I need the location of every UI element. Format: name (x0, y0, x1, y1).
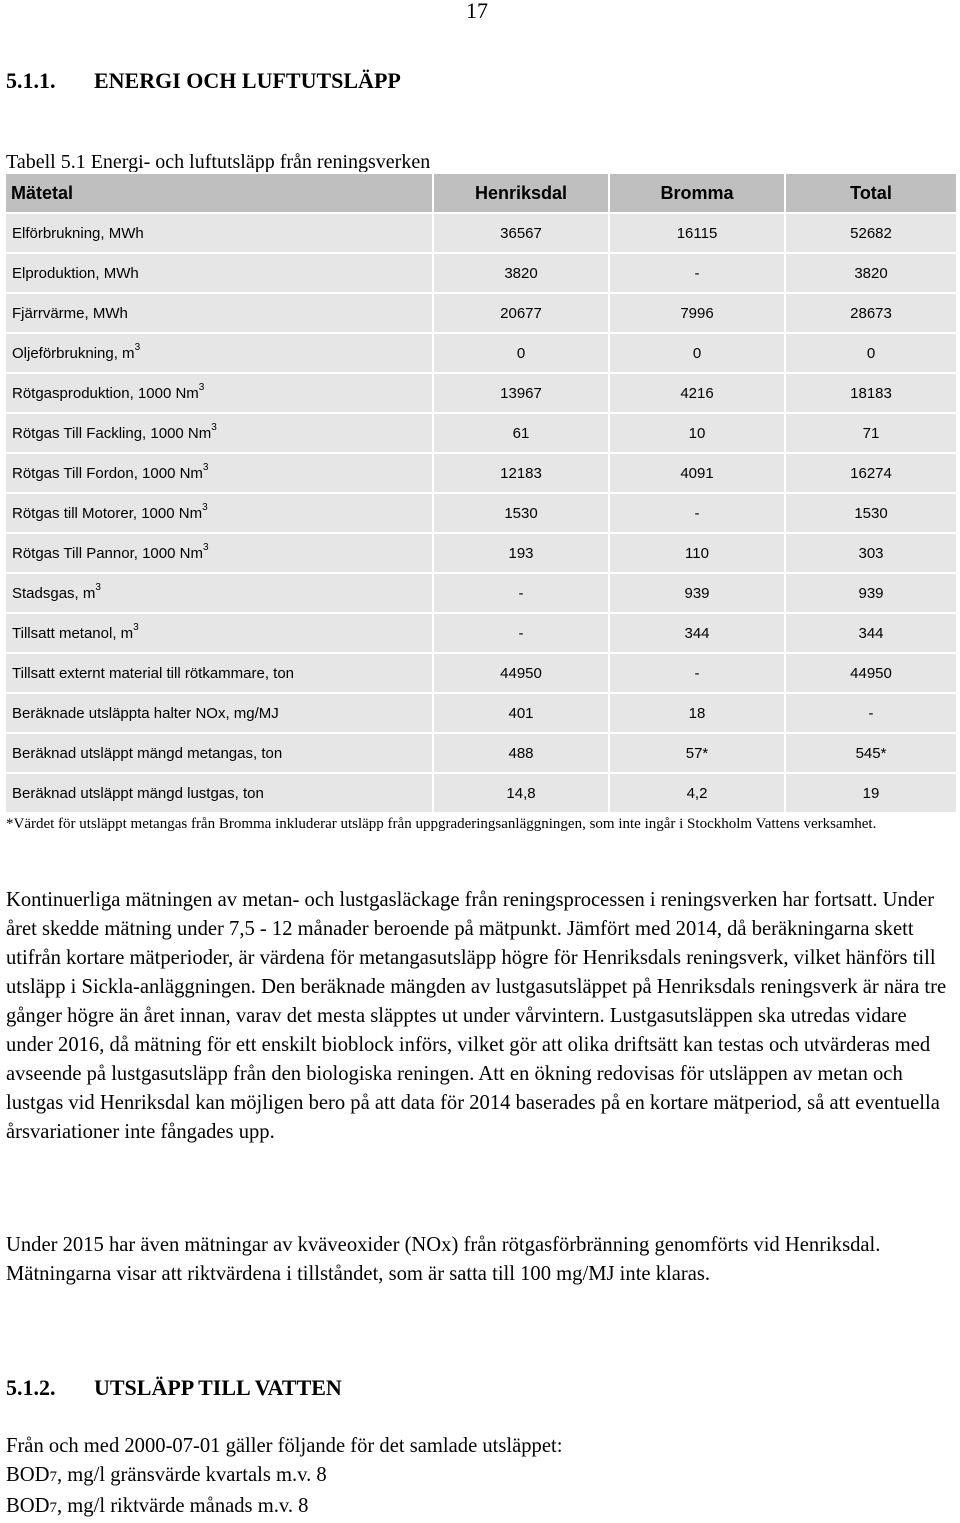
row-label-cell (5, 773, 433, 813)
row-label-cell (5, 373, 433, 413)
row-label: Fjärrvärme, MWh (12, 304, 128, 322)
section-title: UTSLÄPP TILL VATTEN (94, 1375, 342, 1400)
table-row (5, 773, 957, 813)
table-caption: Tabell 5.1 Energi- och luftutsläpp från reningsverken (6, 151, 431, 173)
row-label-cell (5, 293, 433, 333)
unit-superscript: 3 (211, 422, 217, 433)
cell-henriksdal: 3820 (433, 253, 609, 293)
unit-superscript: 3 (202, 542, 209, 553)
column-header-metric: Mätetal (5, 173, 433, 213)
cell-henriksdal: 12183 (433, 453, 609, 493)
row-label: Beräknad utsläppt mängd lustgas, ton (12, 784, 264, 802)
cell-total: 545* (785, 733, 957, 773)
row-label-cell (5, 573, 433, 613)
cell-henriksdal: 14,8 (433, 773, 609, 813)
unit-superscript: 3 (198, 382, 205, 393)
cell-total: 44950 (785, 653, 957, 693)
row-label-cell (5, 413, 433, 453)
unit-superscript: 3 (134, 342, 141, 353)
cell-bromma: 7996 (609, 293, 785, 333)
cell-henriksdal: 401 (433, 693, 609, 733)
limits-block (6, 1432, 952, 1523)
cell-henriksdal: 0 (433, 333, 609, 373)
row-label-cell (5, 493, 433, 533)
cell-henriksdal: 36567 (433, 213, 609, 253)
cell-bromma: 4091 (609, 453, 785, 493)
cell-bromma: 4,2 (609, 773, 785, 813)
cell-henriksdal: - (433, 613, 609, 653)
cell-bromma: 939 (609, 573, 785, 613)
table-header-row (5, 173, 957, 213)
cell-henriksdal: 13967 (433, 373, 609, 413)
cell-total: 19 (785, 773, 957, 813)
emissions-table (4, 172, 958, 814)
section-number: 5.1.2. (6, 1375, 56, 1400)
table-body (5, 213, 957, 813)
cell-bromma: 4216 (609, 373, 785, 413)
table-row (5, 453, 957, 493)
table-row (5, 613, 957, 653)
limit-subscript: 7 (49, 1500, 57, 1516)
row-label-cell (5, 333, 433, 373)
limit-param: BOD (6, 1464, 50, 1486)
row-label: Rötgas till Motorer, 1000 Nm (12, 505, 203, 522)
cell-bromma: 10 (609, 413, 785, 453)
table-footnote: *Värdet för utsläppt metangas från Bromma inkluderar utsläpp från uppgraderingsanläggningen, som inte ingår i Stockholm Vattens verksamhet. (6, 816, 877, 832)
column-header-henriksdal: Henriksdal (433, 173, 609, 213)
cell-henriksdal: 44950 (433, 653, 609, 693)
cell-bromma: 110 (609, 533, 785, 573)
cell-total: - (785, 693, 957, 733)
unit-superscript: 3 (202, 462, 209, 473)
unit-superscript: 3 (133, 622, 139, 633)
table-row (5, 373, 957, 413)
row-label-cell (5, 213, 433, 253)
cell-total: 0 (785, 333, 957, 373)
table-row (5, 413, 957, 453)
cell-bromma: - (609, 653, 785, 693)
cell-henriksdal: 20677 (433, 293, 609, 333)
row-label: Rötgas Till Fackling, 1000 Nm (12, 425, 212, 442)
row-label-cell (5, 693, 433, 733)
limit-subscript: 7 (49, 1469, 57, 1485)
body-paragraph-measurements: Kontinuerliga mätningen av metan- och lustgasläckage från reningsprocessen i reningsverken har fortsatt. Under året skedde mätning under 7,5 - 12 månader beroende på mätpunkt. Jämfört med 2014, då beräkningarna skett utifrån kortare mätperioder, är värdena för metangasutsläpp högre för Henriksdals reningsverk, vilket hänförs till utsläpp i Sickla-anläggningen. Den beräknade mängden av lustgasutsläppet på Henriksdals reningsverk är nära tre gånger högre än året innan, varav det mesta släpptes ut under vårvintern. Lustgasutsläppen ska utredas vidare under 2016, då mätning för ett enskilt bioblock införs, vilket gör att olika driftsätt kan testas och utvärderas med avseende på lustgasutsläpp från den biologiska reningen. Att en ökning redovisas för utsläppen av metan och lustgas vid Henriksdal kan möjligen bero på att data för 2014 baserades på en kortare mätperiod, så att eventuella årsvariationer inte fångades upp. (6, 889, 947, 1143)
page-number: 17 (466, 0, 488, 23)
row-label-cell (5, 453, 433, 493)
limit-param: BOD (6, 1495, 50, 1517)
row-label: Oljeförbrukning, m (12, 345, 135, 362)
row-label: Beräknade utsläppta halter NOx, mg/MJ (12, 704, 279, 722)
table-row (5, 573, 957, 613)
cell-bromma: 18 (609, 693, 785, 733)
cell-bromma: - (609, 493, 785, 533)
column-header-bromma: Bromma (609, 173, 785, 213)
cell-bromma: 0 (609, 333, 785, 373)
cell-total: 52682 (785, 213, 957, 253)
row-label: Stadsgas, m (12, 585, 96, 602)
cell-henriksdal: 1530 (433, 493, 609, 533)
table-row (5, 253, 957, 293)
row-label-cell (5, 253, 433, 293)
limit-text: , mg/l riktvärde månads m.v. 8 (56, 1495, 309, 1517)
row-label: Tillsatt metanol, m (12, 625, 134, 642)
column-header-total: Total (785, 173, 957, 213)
cell-henriksdal: 193 (433, 533, 609, 573)
table-row (5, 693, 957, 733)
row-label: Tillsatt externt material till rötkammare, ton (12, 664, 295, 682)
table-row (5, 213, 957, 253)
cell-total: 939 (785, 573, 957, 613)
cell-total: 28673 (785, 293, 957, 333)
limit-text: , mg/l gränsvärde kvartals m.v. 8 (56, 1464, 327, 1486)
table-row (5, 293, 957, 333)
limit-line (6, 1461, 952, 1492)
table-row (5, 493, 957, 533)
section-heading-energy (6, 68, 401, 94)
section-title: ENERGI OCH LUFTUTSLÄPP (94, 68, 401, 93)
cell-bromma: 344 (609, 613, 785, 653)
cell-total: 303 (785, 533, 957, 573)
section-heading-water (6, 1375, 342, 1401)
section-number: 5.1.1. (6, 68, 56, 93)
limits-intro: Från och med 2000-07-01 gäller följande för det samlade utsläppet: (6, 1435, 563, 1457)
row-label: Beräknad utsläppt mängd metangas, ton (12, 744, 283, 762)
cell-henriksdal: - (433, 573, 609, 613)
cell-henriksdal: 61 (433, 413, 609, 453)
cell-total: 1530 (785, 493, 957, 533)
row-label: Rötgas Till Pannor, 1000 Nm (12, 545, 203, 562)
limit-line (6, 1492, 952, 1523)
cell-bromma: - (609, 253, 785, 293)
table-row (5, 653, 957, 693)
body-paragraph-nox: Under 2015 har även mätningar av kväveoxider (NOx) från rötgasförbränning genomförts vid Henriksdal. Mätningarna visar att riktvärdena i tillståndet, som är satta till 100 mg/MJ inte klaras. (6, 1234, 881, 1285)
row-label: Rötgas Till Fordon, 1000 Nm (12, 465, 203, 482)
cell-total: 344 (785, 613, 957, 653)
cell-total: 16274 (785, 453, 957, 493)
table-row (5, 733, 957, 773)
row-label-cell (5, 653, 433, 693)
table-row (5, 533, 957, 573)
cell-bromma: 16115 (609, 213, 785, 253)
cell-total: 71 (785, 413, 957, 453)
row-label: Elproduktion, MWh (12, 264, 139, 282)
row-label-cell (5, 613, 433, 653)
cell-henriksdal: 488 (433, 733, 609, 773)
unit-superscript: 3 (202, 502, 208, 513)
table-row (5, 333, 957, 373)
cell-total: 3820 (785, 253, 957, 293)
row-label: Elförbrukning, MWh (12, 224, 144, 242)
cell-bromma: 57* (609, 733, 785, 773)
row-label: Rötgasproduktion, 1000 Nm (12, 385, 199, 402)
row-label-cell (5, 533, 433, 573)
cell-total: 18183 (785, 373, 957, 413)
unit-superscript: 3 (95, 582, 101, 593)
row-label-cell (5, 733, 433, 773)
